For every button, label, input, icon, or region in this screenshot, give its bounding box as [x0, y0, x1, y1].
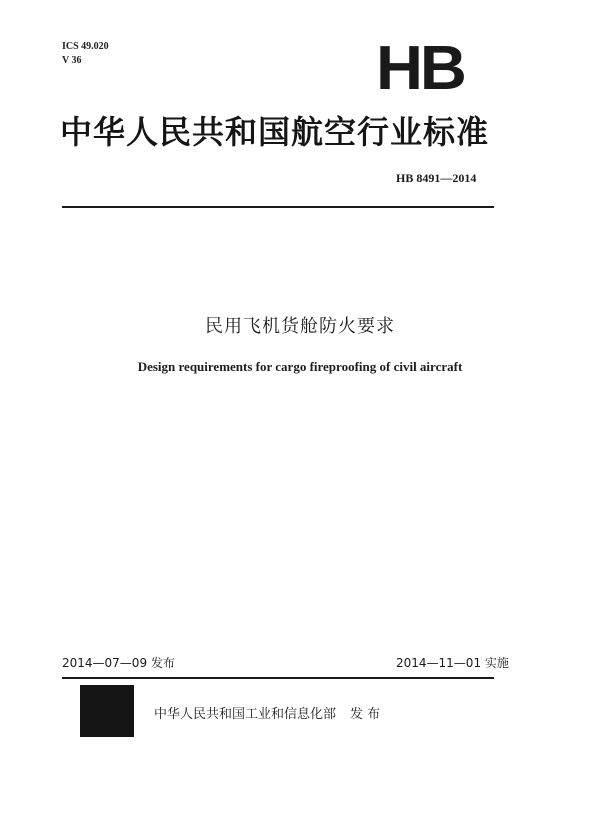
issuer-seal-icon — [80, 685, 134, 737]
issuer-line — [154, 703, 380, 722]
issuer-name: 中华人民共和国工业和信息化部 — [154, 707, 337, 722]
document-title-en: Design requirements for cargo fireproofing of civil aircraft — [137, 359, 463, 374]
bottom-divider — [62, 677, 494, 679]
hb-logo: HB — [376, 34, 464, 103]
document-title-cn: 民用飞机货舱防火要求 — [205, 316, 395, 337]
classification-block — [62, 40, 109, 68]
page-title: 中华人民共和国航空行业标准 — [60, 113, 490, 151]
ics-code: ICS 49.020 — [62, 41, 109, 52]
category-code: V 36 — [62, 55, 82, 66]
standard-number: HB 8491—2014 — [396, 171, 477, 185]
effective-date: 2014—11—01 实施 — [396, 656, 509, 670]
publish-date: 2014—07—09 发布 — [62, 656, 175, 670]
top-divider — [62, 206, 494, 208]
issuer-action: 发 布 — [350, 707, 381, 722]
